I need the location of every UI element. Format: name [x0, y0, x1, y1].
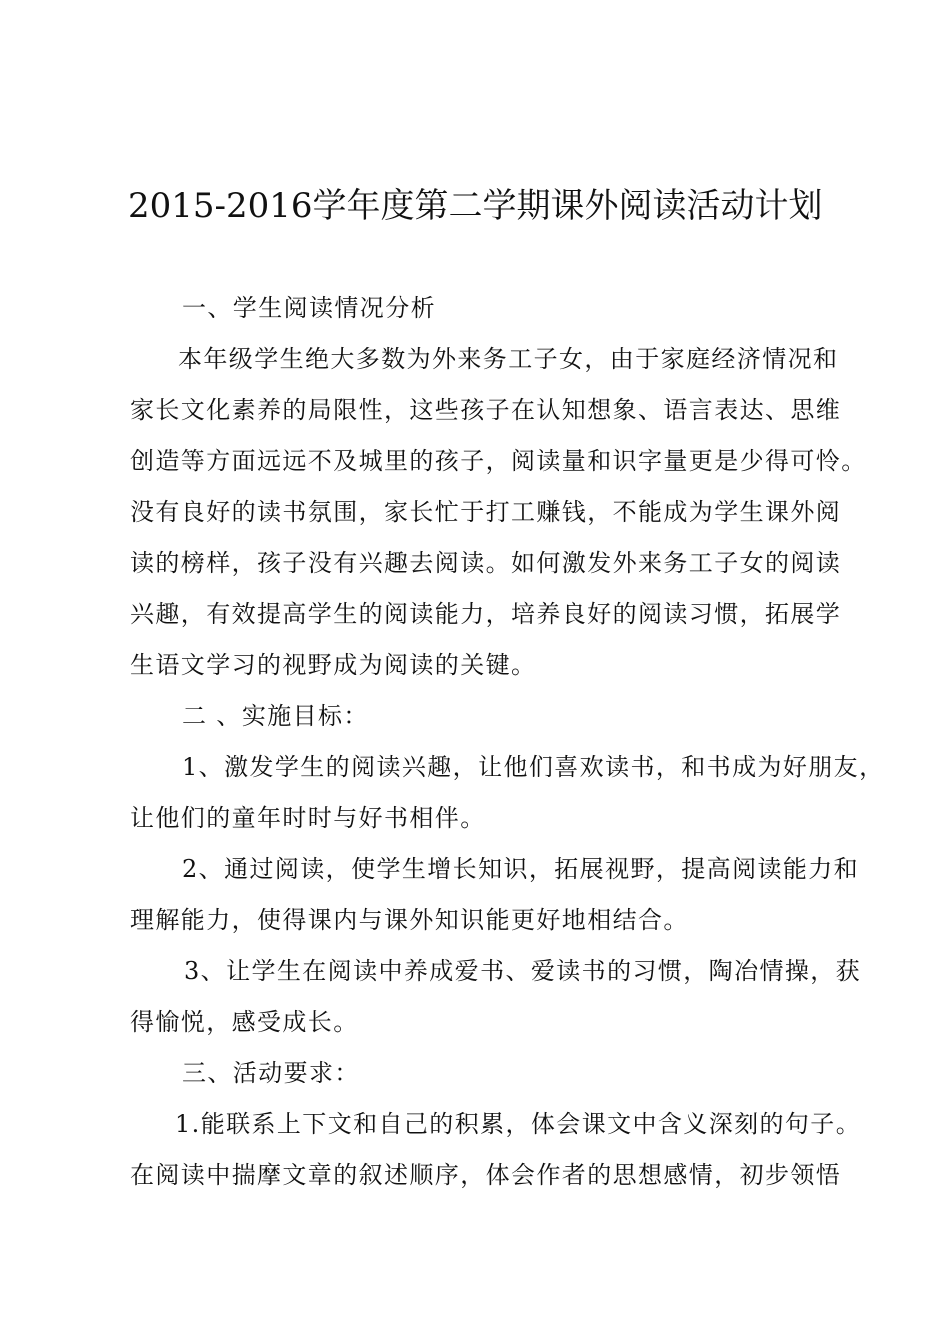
document-body	[130, 283, 885, 1201]
paragraph-line: 家长文化素养的局限性，这些孩子在认知想象、语言表达、思维	[130, 396, 842, 424]
goal-item-line: 1、激发学生的阅读兴趣，让他们喜欢读书，和书成为好朋友，	[182, 753, 885, 781]
goal-item-line: 3、让学生在阅读中养成爱书、爱读书的习惯，陶冶情操，获	[184, 957, 862, 985]
paragraph-line: 兴趣，有效提高学生的阅读能力，培养良好的阅读习惯，拓展学	[130, 600, 842, 628]
requirement-item-line: 1.能联系上下文和自己的积累，体会课文中含义深刻的句子。	[175, 1110, 862, 1138]
paragraph-line: 没有良好的读书氛围，家长忙于打工赚钱，不能成为学生课外阅	[130, 498, 842, 526]
document-title: 2015-2016学年度第二学期课外阅读活动计划	[128, 186, 823, 226]
paragraph-line: 生语文学习的视野成为阅读的关键。	[130, 651, 537, 679]
paragraph-line: 读的榜样，孩子没有兴趣去阅读。如何激发外来务工子女的阅读	[130, 549, 842, 577]
section-heading-analysis: 一、学生阅读情况分析	[182, 294, 436, 322]
paragraph-line: 创造等方面远远不及城里的孩子，阅读量和识字量更是少得可怜。	[130, 447, 867, 475]
section-heading-requirements: 三、活动要求：	[182, 1059, 360, 1087]
goal-item-line: 让他们的童年时时与好书相伴。	[130, 804, 486, 832]
section-heading-goals: 二 、实施目标：	[182, 702, 369, 730]
goal-item-line: 得愉悦，感受成长。	[130, 1008, 359, 1036]
paragraph-line: 本年级学生绝大多数为外来务工子女，由于家庭经济情况和	[178, 345, 839, 373]
requirement-item-line: 在阅读中揣摩文章的叙述顺序，体会作者的思想感情，初步领悟	[130, 1161, 842, 1189]
goal-item-line: 理解能力，使得课内与课外知识能更好地相结合。	[130, 906, 689, 934]
goal-item-line: 2、通过阅读，使学生增长知识，拓展视野，提高阅读能力和	[182, 855, 860, 883]
